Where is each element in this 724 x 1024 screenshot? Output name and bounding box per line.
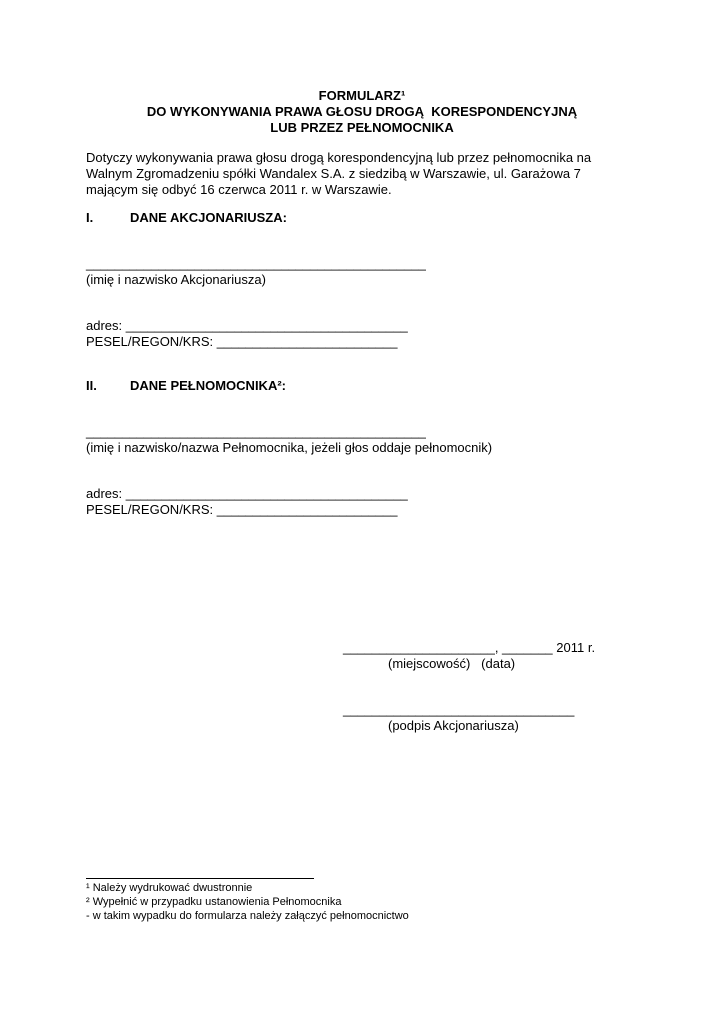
place-date-caption: (miejscowość) (data) — [388, 656, 516, 671]
proxy-name-field[interactable]: _______________________________________________ — [86, 424, 426, 439]
signature-field[interactable]: ________________________________ — [343, 702, 575, 717]
footnote-2: ² Wypełnić w przypadku ustanowienia Pełnomocnika — [86, 896, 342, 908]
intro-line-1: Dotyczy wykonywania prawa głosu drogą korespondencyjną lub przez pełnomocnika na — [86, 150, 592, 165]
section-1-number: I. — [86, 210, 94, 225]
footnote-1: ¹ Należy wydrukować dwustronnie — [86, 882, 253, 894]
place-date-field[interactable]: _____________________, _______ 2011 r. — [343, 640, 596, 655]
section-2-number: II. — [86, 378, 97, 393]
shareholder-address-field[interactable]: adres: _______________________________________ — [86, 318, 408, 333]
form-title: FORMULARZ¹ — [318, 88, 406, 103]
footnote-3: - w takim wypadku do formularza należy załączyć pełnomocnictwo — [86, 910, 409, 922]
shareholder-name-field[interactable]: _______________________________________________ — [86, 256, 426, 271]
proxy-name-caption: (imię i nazwisko/nazwa Pełnomocnika, jeżeli głos oddaje pełnomocnik) — [86, 440, 493, 455]
section-1-heading: DANE AKCJONARIUSZA: — [130, 210, 287, 225]
proxy-address-field[interactable]: adres: _______________________________________ — [86, 486, 408, 501]
proxy-pesel-field[interactable]: PESEL/REGON/KRS: _________________________ — [86, 502, 398, 517]
intro-line-3: mającym się odbyć 16 czerwca 2011 r. w Warszawie. — [86, 182, 392, 197]
footnote-divider — [86, 878, 314, 879]
intro-line-2: Walnym Zgromadzeniu spółki Wandalex S.A. z siedzibą w Warszawie, ul. Garażowa 7 — [86, 166, 581, 181]
signature-caption: (podpis Akcjonariusza) — [388, 718, 519, 733]
form-subtitle-line2: LUB PRZEZ PEŁNOMOCNIKA — [270, 120, 454, 135]
form-subtitle-line1: DO WYKONYWANIA PRAWA GŁOSU DROGĄ KORESPONDENCYJNĄ — [146, 104, 578, 119]
shareholder-name-caption: (imię i nazwisko Akcjonariusza) — [86, 272, 266, 287]
shareholder-pesel-field[interactable]: PESEL/REGON/KRS: _________________________ — [86, 334, 398, 349]
section-2-heading: DANE PEŁNOMOCNIKA²: — [130, 378, 286, 393]
